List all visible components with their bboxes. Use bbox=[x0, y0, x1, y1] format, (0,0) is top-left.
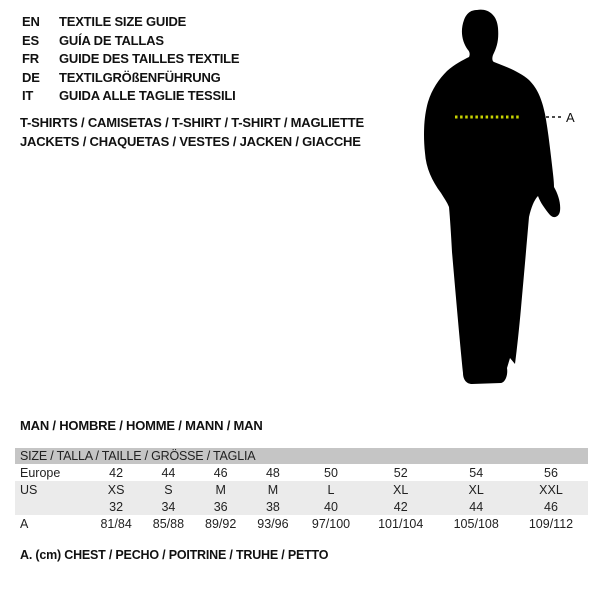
size-cell: 109/112 bbox=[528, 516, 574, 531]
language-code: DE bbox=[22, 69, 40, 85]
size-table bbox=[15, 448, 588, 532]
garment-categories bbox=[20, 113, 364, 151]
language-code: IT bbox=[22, 88, 34, 104]
size-cell: XL bbox=[363, 481, 439, 498]
size-cell: 101/104 bbox=[378, 516, 424, 531]
table-row-us bbox=[15, 481, 588, 498]
size-cell: M bbox=[247, 481, 299, 498]
size-table-header: SIZE / TALLA / TAILLE / GRÖSSE / TAGLIA bbox=[15, 448, 588, 464]
size-cell: XL bbox=[438, 481, 514, 498]
language-row-es bbox=[22, 32, 239, 51]
size-cell: 40 bbox=[299, 498, 363, 515]
size-cell: 89/92 bbox=[205, 516, 237, 531]
size-cell: 32 bbox=[90, 498, 142, 515]
size-cell: 42 bbox=[109, 465, 124, 480]
row-label: A bbox=[20, 516, 29, 531]
size-cell: 52 bbox=[393, 465, 408, 480]
row-label bbox=[15, 498, 90, 515]
language-row-it bbox=[22, 87, 239, 106]
row-label: Europe bbox=[20, 465, 61, 480]
table-row-us-numeric bbox=[15, 498, 588, 515]
size-cell: 46 bbox=[213, 465, 228, 480]
size-cell: XXL bbox=[514, 481, 588, 498]
size-cell: 85/88 bbox=[152, 516, 185, 531]
size-cell: S bbox=[142, 481, 194, 498]
language-title: GUIDA ALLE TAGLIE TESSILI bbox=[59, 88, 236, 104]
chest-measure-footnote: A. (cm) CHEST / PECHO / POITRINE / TRUHE / PETTO bbox=[20, 548, 329, 562]
size-cell: XS bbox=[90, 481, 142, 498]
size-cell: L bbox=[299, 481, 363, 498]
language-row-en bbox=[22, 13, 239, 32]
size-cell: 38 bbox=[247, 498, 299, 515]
size-cell: 97/100 bbox=[311, 516, 351, 531]
row-label: US bbox=[15, 481, 90, 498]
size-cell: 56 bbox=[544, 465, 558, 480]
category-line-jackets: JACKETS / CHAQUETAS / VESTES / JACKEN / GIACCHE bbox=[20, 134, 361, 149]
language-row-fr bbox=[22, 50, 239, 69]
category-line-tshirts: T-SHIRTS / CAMISETAS / T-SHIRT / T-SHIRT / MAGLIETTE bbox=[20, 115, 364, 130]
language-title: GUIDE DES TAILLES TEXTILE bbox=[59, 51, 240, 67]
size-cell: 50 bbox=[324, 465, 338, 480]
man-silhouette-svg bbox=[410, 0, 600, 400]
man-figure bbox=[410, 0, 600, 400]
language-guide-list bbox=[22, 13, 239, 106]
size-cell: 93/96 bbox=[257, 516, 289, 531]
table-row-chest-a bbox=[15, 515, 588, 532]
size-cell: 46 bbox=[514, 498, 588, 515]
language-row-de bbox=[22, 69, 239, 88]
language-code: EN bbox=[22, 14, 40, 29]
language-code: FR bbox=[22, 51, 39, 67]
language-title: TEXTILGRÖßENFÜHRUNG bbox=[59, 69, 221, 85]
language-title: TEXTILE SIZE GUIDE bbox=[59, 14, 187, 29]
size-cell: 105/108 bbox=[453, 516, 499, 531]
size-cell: 48 bbox=[265, 465, 280, 480]
size-cell: M bbox=[195, 481, 247, 498]
size-cell: 81/84 bbox=[100, 516, 132, 531]
language-code: ES bbox=[22, 32, 39, 48]
size-cell: 44 bbox=[438, 498, 514, 515]
size-cell: 44 bbox=[161, 465, 176, 480]
measure-label-a: A bbox=[566, 110, 575, 125]
language-title: GUÍA DE TALLAS bbox=[59, 32, 164, 48]
size-cell: 34 bbox=[142, 498, 194, 515]
section-title-man: MAN / HOMBRE / HOMME / MANN / MAN bbox=[20, 418, 263, 433]
size-cell: 42 bbox=[363, 498, 439, 515]
size-cell: 36 bbox=[195, 498, 247, 515]
size-cell: 54 bbox=[469, 465, 484, 480]
table-row-europe bbox=[15, 464, 588, 481]
man-silhouette bbox=[424, 10, 560, 384]
size-table-header-row bbox=[15, 448, 588, 464]
